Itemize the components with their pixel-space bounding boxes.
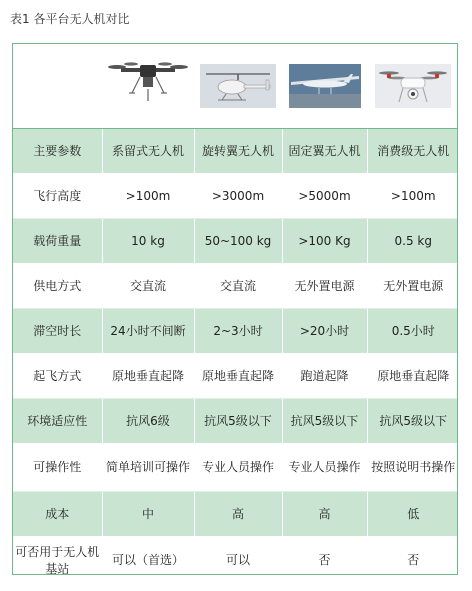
table-caption: 表1 各平台无人机对比 bbox=[10, 12, 130, 26]
table-row bbox=[13, 354, 458, 399]
row-label: 主要参数 bbox=[13, 129, 102, 174]
table-cell: 可以 bbox=[194, 537, 282, 576]
table-cell: 高 bbox=[194, 492, 282, 537]
fixed-wing-drone-image bbox=[282, 44, 367, 129]
table-cell: >100m bbox=[102, 174, 194, 219]
table-row bbox=[13, 537, 458, 576]
table-row bbox=[13, 492, 458, 537]
table-row bbox=[13, 309, 458, 354]
table-cell: 原地垂直起降 bbox=[194, 354, 282, 399]
table-row bbox=[13, 174, 458, 219]
table-cell: 中 bbox=[102, 492, 194, 537]
table-cell: 0.5 kg bbox=[367, 219, 458, 264]
table-cell: 跑道起降 bbox=[282, 354, 367, 399]
table-cell: 10 kg bbox=[102, 219, 194, 264]
empty-corner-cell bbox=[13, 44, 102, 129]
table-cell: 无外置电源 bbox=[282, 264, 367, 309]
row-label: 载荷重量 bbox=[13, 219, 102, 264]
table-cell: >100m bbox=[367, 174, 458, 219]
comparison-table bbox=[12, 43, 458, 575]
tethered-drone-image bbox=[102, 44, 194, 129]
table-cell: 24小时不间断 bbox=[102, 309, 194, 354]
table-cell: 简单培训可操作 bbox=[102, 444, 194, 492]
table-cell: 专业人员操作 bbox=[194, 444, 282, 492]
table-cell: 交直流 bbox=[194, 264, 282, 309]
row-label: 成本 bbox=[13, 492, 102, 537]
table-cell: 固定翼无人机 bbox=[282, 129, 367, 174]
table-cell: 按照说明书操作 bbox=[367, 444, 458, 492]
table-cell: 系留式无人机 bbox=[102, 129, 194, 174]
table-cell: 专业人员操作 bbox=[282, 444, 367, 492]
row-label: 滞空时长 bbox=[13, 309, 102, 354]
table-row bbox=[13, 444, 458, 492]
table-cell: >20小时 bbox=[282, 309, 367, 354]
table-cell: >5000m bbox=[282, 174, 367, 219]
row-label: 可操作性 bbox=[13, 444, 102, 492]
table-cell: 原地垂直起降 bbox=[102, 354, 194, 399]
table-cell: 高 bbox=[282, 492, 367, 537]
table-cell: 抗风5级以下 bbox=[282, 399, 367, 444]
table-row bbox=[13, 264, 458, 309]
table-cell: 消费级无人机 bbox=[367, 129, 458, 174]
table-cell: >100 Kg bbox=[282, 219, 367, 264]
table-cell: 交直流 bbox=[102, 264, 194, 309]
consumer-drone-image bbox=[367, 44, 458, 129]
table-row bbox=[13, 129, 458, 174]
rotary-wing-drone-image bbox=[194, 44, 282, 129]
table-cell: 可以（首选） bbox=[102, 537, 194, 576]
row-label: 起飞方式 bbox=[13, 354, 102, 399]
table-cell: 抗风5级以下 bbox=[194, 399, 282, 444]
row-label: 供电方式 bbox=[13, 264, 102, 309]
table-row bbox=[13, 219, 458, 264]
row-label: 可否用于无人机基站 bbox=[13, 537, 102, 576]
table-cell: 否 bbox=[282, 537, 367, 576]
table-cell: 0.5小时 bbox=[367, 309, 458, 354]
table-cell: 2~3小时 bbox=[194, 309, 282, 354]
table-cell: 抗风6级 bbox=[102, 399, 194, 444]
row-label: 飞行高度 bbox=[13, 174, 102, 219]
table-cell: 50~100 kg bbox=[194, 219, 282, 264]
table-cell: 原地垂直起降 bbox=[367, 354, 458, 399]
row-label: 环境适应性 bbox=[13, 399, 102, 444]
table-cell: 抗风5级以下 bbox=[367, 399, 458, 444]
image-row bbox=[13, 44, 458, 129]
table-cell: 旋转翼无人机 bbox=[194, 129, 282, 174]
table-cell: 低 bbox=[367, 492, 458, 537]
table-cell: 否 bbox=[367, 537, 458, 576]
table-cell: >3000m bbox=[194, 174, 282, 219]
table-cell: 无外置电源 bbox=[367, 264, 458, 309]
table-row bbox=[13, 399, 458, 444]
